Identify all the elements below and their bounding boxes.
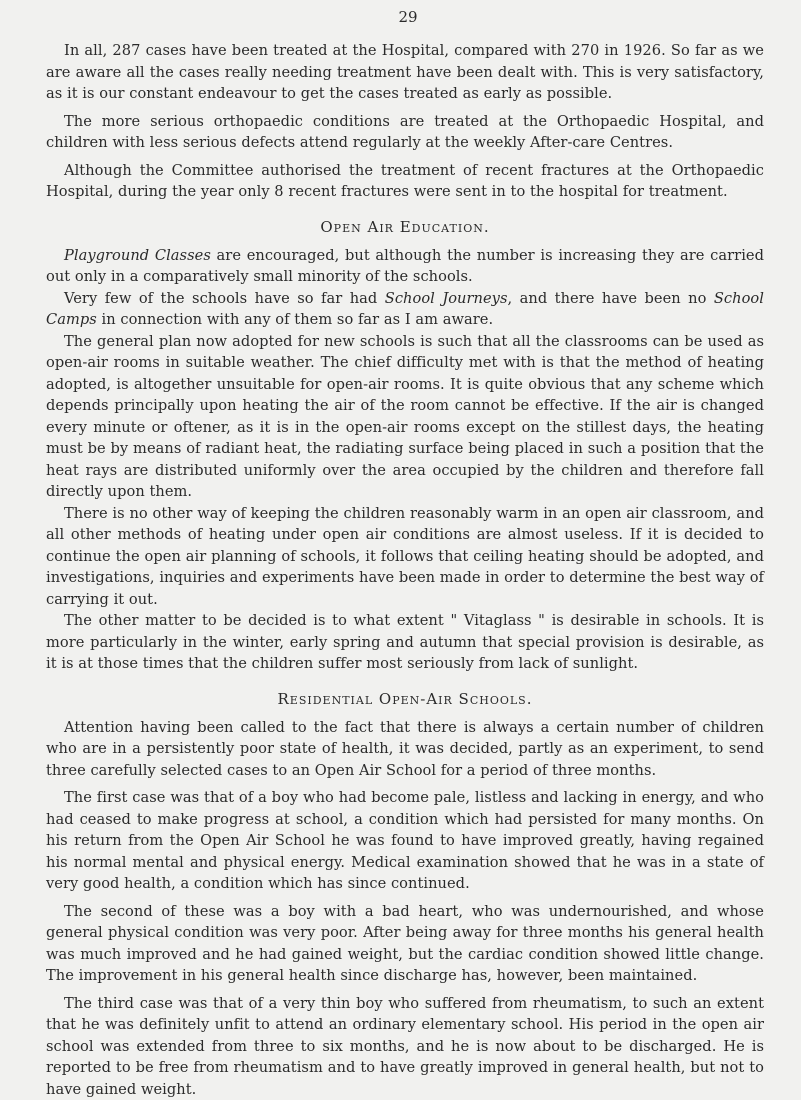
paragraph-vitaglass: The other matter to be decided is to what extent " Vitaglass " is desirable in schools. It is more particularly in the winter, early spring and autumn that special provision is desirable, as it is at those times that the children suffer most seriously from lack of sunlight. bbox=[46, 610, 764, 675]
term-playground-classes: Playground Classes bbox=[64, 247, 211, 264]
school-journeys-text-a: Very few of the schools have so far had bbox=[64, 290, 385, 307]
heading-open-air-education: Open Air Education. bbox=[46, 218, 764, 236]
paragraph-school-journeys bbox=[46, 288, 764, 331]
paragraph-hospital-cases: In all, 287 cases have been treated at the Hospital, compared with 270 in 1926. So far as we are aware all the cases really needing treatment have been dealt with. This is very satisfactory, as it is our constant endeavour to get the cases treated as early as possible. bbox=[46, 40, 764, 105]
paragraph-orthopaedic-conditions: The more serious orthopaedic conditions are treated at the Orthopaedic Hospital, and children with less serious defects attend regularly at the weekly After-care Centres. bbox=[46, 111, 764, 154]
document-page bbox=[46, 8, 764, 1100]
paragraph-second-case: The second of these was a boy with a bad heart, who was undernourished, and whose general physical condition was very poor. After being away for three months his general health was much improved and he had gained weight, but the cardiac condition showed little change. The improvement in his general health since discharge has, however, been maintained. bbox=[46, 901, 764, 987]
playground-classes-text: are encouraged, but although the number is increasing they are carried out only in a comparatively small minority of the schools. bbox=[46, 247, 764, 286]
paragraph-attention: Attention having been called to the fact that there is always a certain number of children who are in a persistently poor state of health, it was decided, partly as an experiment, to send three carefully selected cases to an Open Air School for a period of three months. bbox=[46, 717, 764, 782]
heading-residential-schools: Residential Open-Air Schools. bbox=[46, 690, 764, 708]
page-number: 29 bbox=[46, 8, 764, 26]
school-journeys-text-b: , and there have been no bbox=[508, 290, 714, 307]
paragraph-playground-classes bbox=[46, 245, 764, 288]
paragraph-third-case: The third case was that of a very thin boy who suffered from rheumatism, to such an extent that he was definitely unfit to attend an ordinary elementary school. His period in the open air school was extended from three to six months, and he is now about to be discharged. He is reported to be free from rheumatism and to have greatly improved in general health, but not to have gained weight. bbox=[46, 993, 764, 1100]
paragraph-first-case: The first case was that of a boy who had become pale, listless and lacking in energy, and who had ceased to make progress at school, a condition which had persisted for many months. On his return from the Open Air School he was found to have improved greatly, having regained his normal mental and physical energy. Medical examination showed that he was in a state of very good health, a condition which has since continued. bbox=[46, 787, 764, 895]
paragraph-recent-fractures: Although the Committee authorised the treatment of recent fractures at the Orthopaedic Hospital, during the year only 8 recent fractures were sent in to the hospital for treatment. bbox=[46, 160, 764, 203]
paragraph-warm-classroom: There is no other way of keeping the children reasonably warm in an open air classroom, and all other methods of heating under open air conditions are almost useless. If it is decided to continue the open air planning of schools, it follows that ceiling heating should be adopted, and investigations, inquiries and experiments have been made in order to determine the best way of carrying it out. bbox=[46, 503, 764, 611]
term-school-camps: School Camps bbox=[46, 290, 764, 329]
school-journeys-text-c: in connection with any of them so far as I am aware. bbox=[97, 311, 493, 328]
paragraph-general-plan: The general plan now adopted for new schools is such that all the classrooms can be used as open-air rooms in suitable weather. The chief difficulty met with is that the method of heating adopted, is altogether unsuitable for open-air rooms. It is quite obvious that any scheme which depends principally upon heating the air of the room cannot be effective. If the air is changed every minute or oftener, as it is in the open-air rooms except on the stillest days, the heating must be by means of radiant heat, the radiating surface being placed in such a position that the heat rays are distributed uniformly over the area occupied by the children and therefore fall directly upon them. bbox=[46, 331, 764, 503]
term-school-journeys: School Journeys bbox=[385, 290, 508, 307]
